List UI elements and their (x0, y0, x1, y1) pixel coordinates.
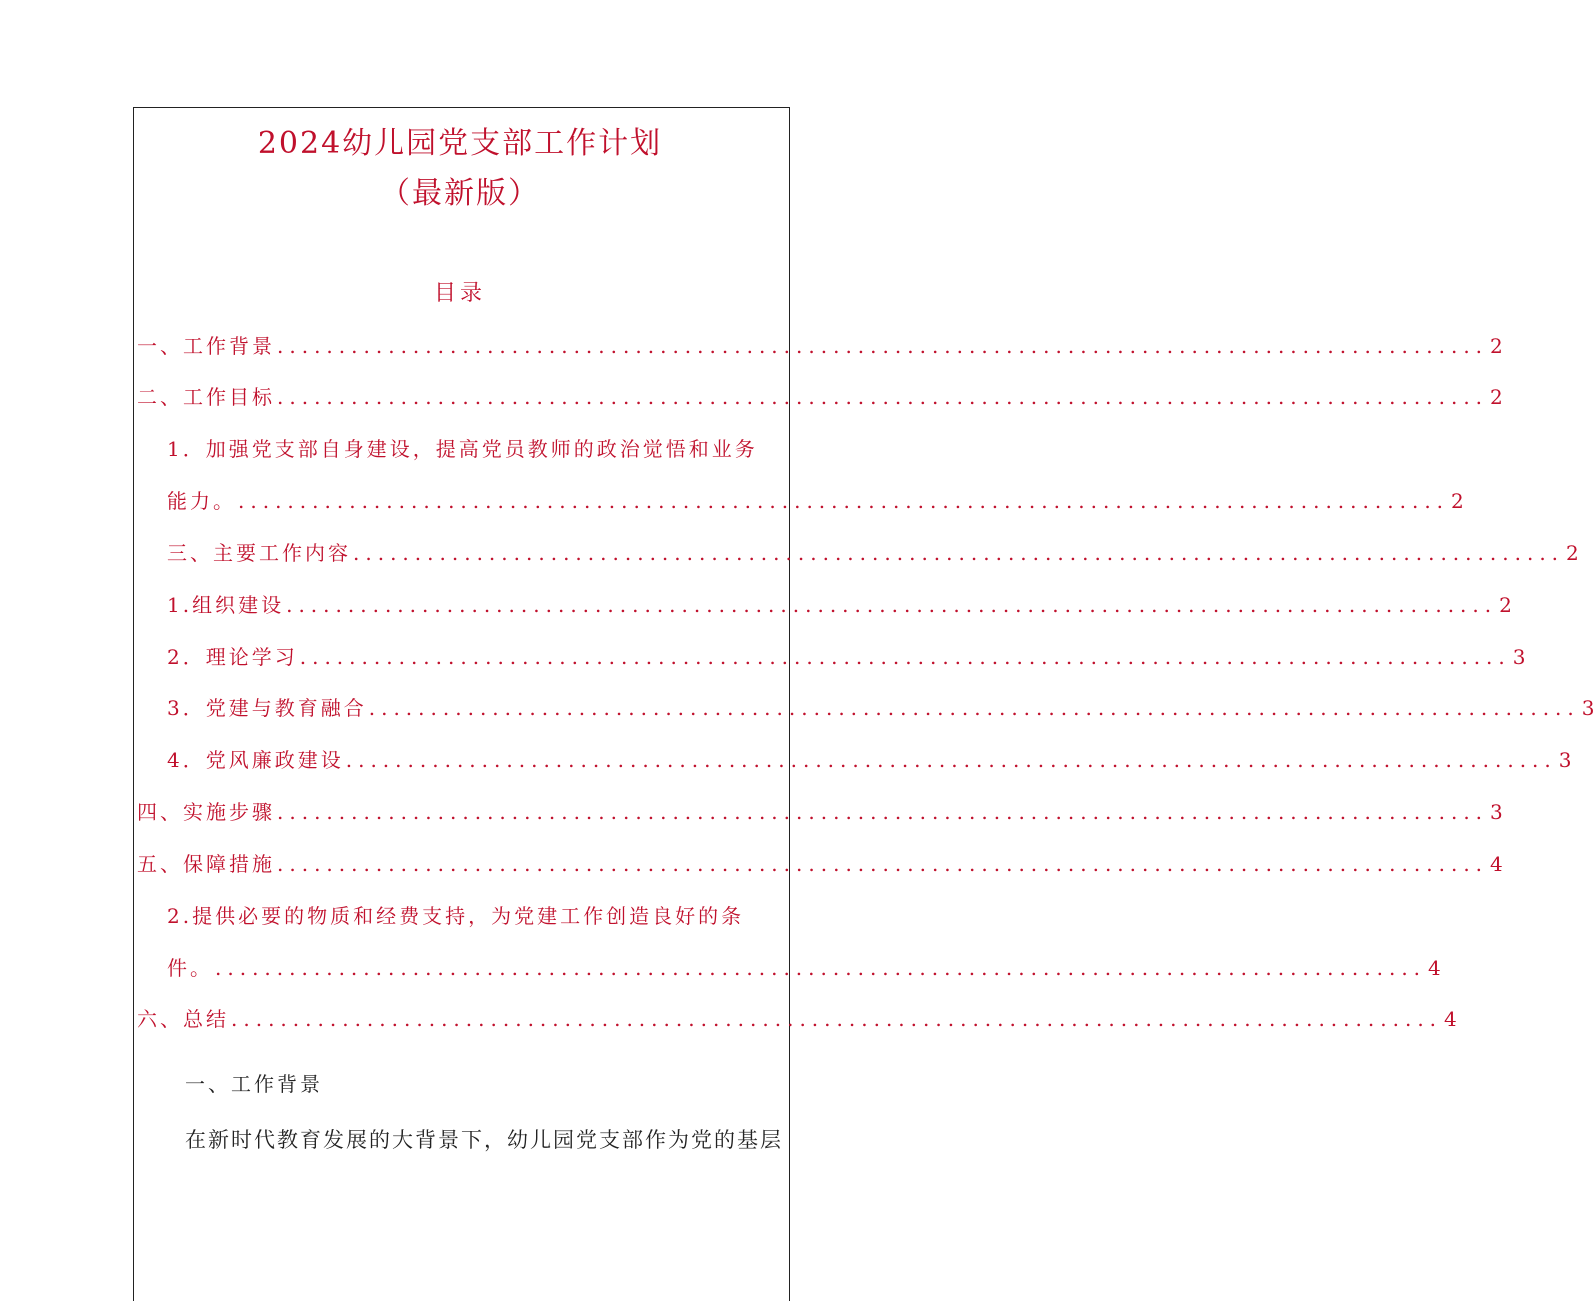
toc-page-number: 4 (1490, 852, 1503, 876)
toc-entry-label: 4．党风廉政建设 (167, 748, 344, 772)
toc-leader-dots: .................................................................................................. (368, 696, 1580, 720)
section-heading: 一、工作背景 (185, 1072, 323, 1096)
toc-leader-dots: .................................................................................................. (277, 385, 1489, 409)
toc-entry-work-background[interactable] (137, 330, 1503, 359)
toc-entry-organization[interactable] (167, 589, 1512, 618)
document-subtitle: （最新版） (380, 176, 540, 211)
toc-entry-implementation[interactable] (137, 796, 1503, 825)
toc-entry-summary[interactable] (137, 1003, 1457, 1032)
toc-entry-label-line1[interactable]: 1．加强党支部自身建设，提高党员教师的政治觉悟和业务 (167, 437, 758, 461)
toc-entry-label: 一、工作背景 (137, 334, 275, 358)
toc-page-number: 2 (1451, 489, 1464, 513)
toc-page-number: 2 (1490, 385, 1503, 409)
toc-leader-dots: .................................................................................................. (277, 334, 1489, 358)
toc-entry-label: 五、保障措施 (137, 852, 275, 876)
toc-entry-safeguards[interactable] (137, 848, 1503, 877)
toc-leader-dots: .................................................................................................. (277, 800, 1489, 824)
toc-heading: 目录 (433, 281, 486, 306)
toc-entry-main-work[interactable] (167, 537, 1579, 566)
toc-page-number: 4 (1444, 1007, 1457, 1031)
toc-entry-label: 六、总结 (137, 1007, 229, 1031)
toc-leader-dots: .................................................................................................. (286, 593, 1498, 617)
toc-entry-label: 2．理论学习 (167, 645, 298, 669)
toc-leader-dots: .................................................................................................. (215, 956, 1427, 980)
toc-page-number: 3 (1490, 800, 1503, 824)
toc-page-number: 2 (1566, 541, 1579, 565)
toc-leader-dots: .................................................................................................. (238, 489, 1450, 513)
document-title: 2024幼儿园党支部工作计划 (257, 126, 663, 161)
toc-page-number: 3 (1512, 645, 1526, 669)
toc-entry-label: 三、主要工作内容 (167, 541, 351, 565)
toc-leader-dots: .................................................................................................. (231, 1007, 1443, 1031)
toc-entry-material-support[interactable] (167, 952, 1441, 981)
toc-entry-label: 四、实施步骤 (137, 800, 275, 824)
toc-entry-work-goals[interactable] (137, 381, 1503, 410)
toc-leader-dots: .................................................................................................. (299, 645, 1511, 669)
toc-page-number: 3 (1558, 748, 1572, 772)
toc-page-number: 2 (1490, 334, 1503, 358)
toc-entry-theory-study[interactable] (167, 641, 1526, 670)
toc-entry-label: 能力。 (167, 489, 236, 513)
toc-entry-clean-governance[interactable] (167, 744, 1572, 773)
toc-entry-label: 1.组织建设 (167, 593, 285, 617)
toc-leader-dots: .................................................................................................. (277, 852, 1489, 876)
toc-page-number: 4 (1428, 956, 1441, 980)
toc-entry-party-education[interactable] (167, 692, 1595, 721)
body-paragraph: 在新时代教育发展的大背景下，幼儿园党支部作为党的基层 (185, 1128, 783, 1152)
toc-entry-label: 件。 (167, 956, 213, 980)
toc-entry-label: 二、工作目标 (137, 385, 275, 409)
toc-entry-label-line1[interactable]: 2.提供必要的物质和经费支持，为党建工作创造良好的条 (167, 904, 745, 928)
toc-leader-dots: .................................................................................................. (353, 541, 1565, 565)
toc-entry-label: 3．党建与教育融合 (167, 696, 367, 720)
toc-leader-dots: .................................................................................................. (345, 748, 1557, 772)
toc-page-number: 3 (1581, 696, 1595, 720)
toc-entry-party-branch-building[interactable] (167, 485, 1464, 514)
toc-page-number: 2 (1499, 593, 1512, 617)
